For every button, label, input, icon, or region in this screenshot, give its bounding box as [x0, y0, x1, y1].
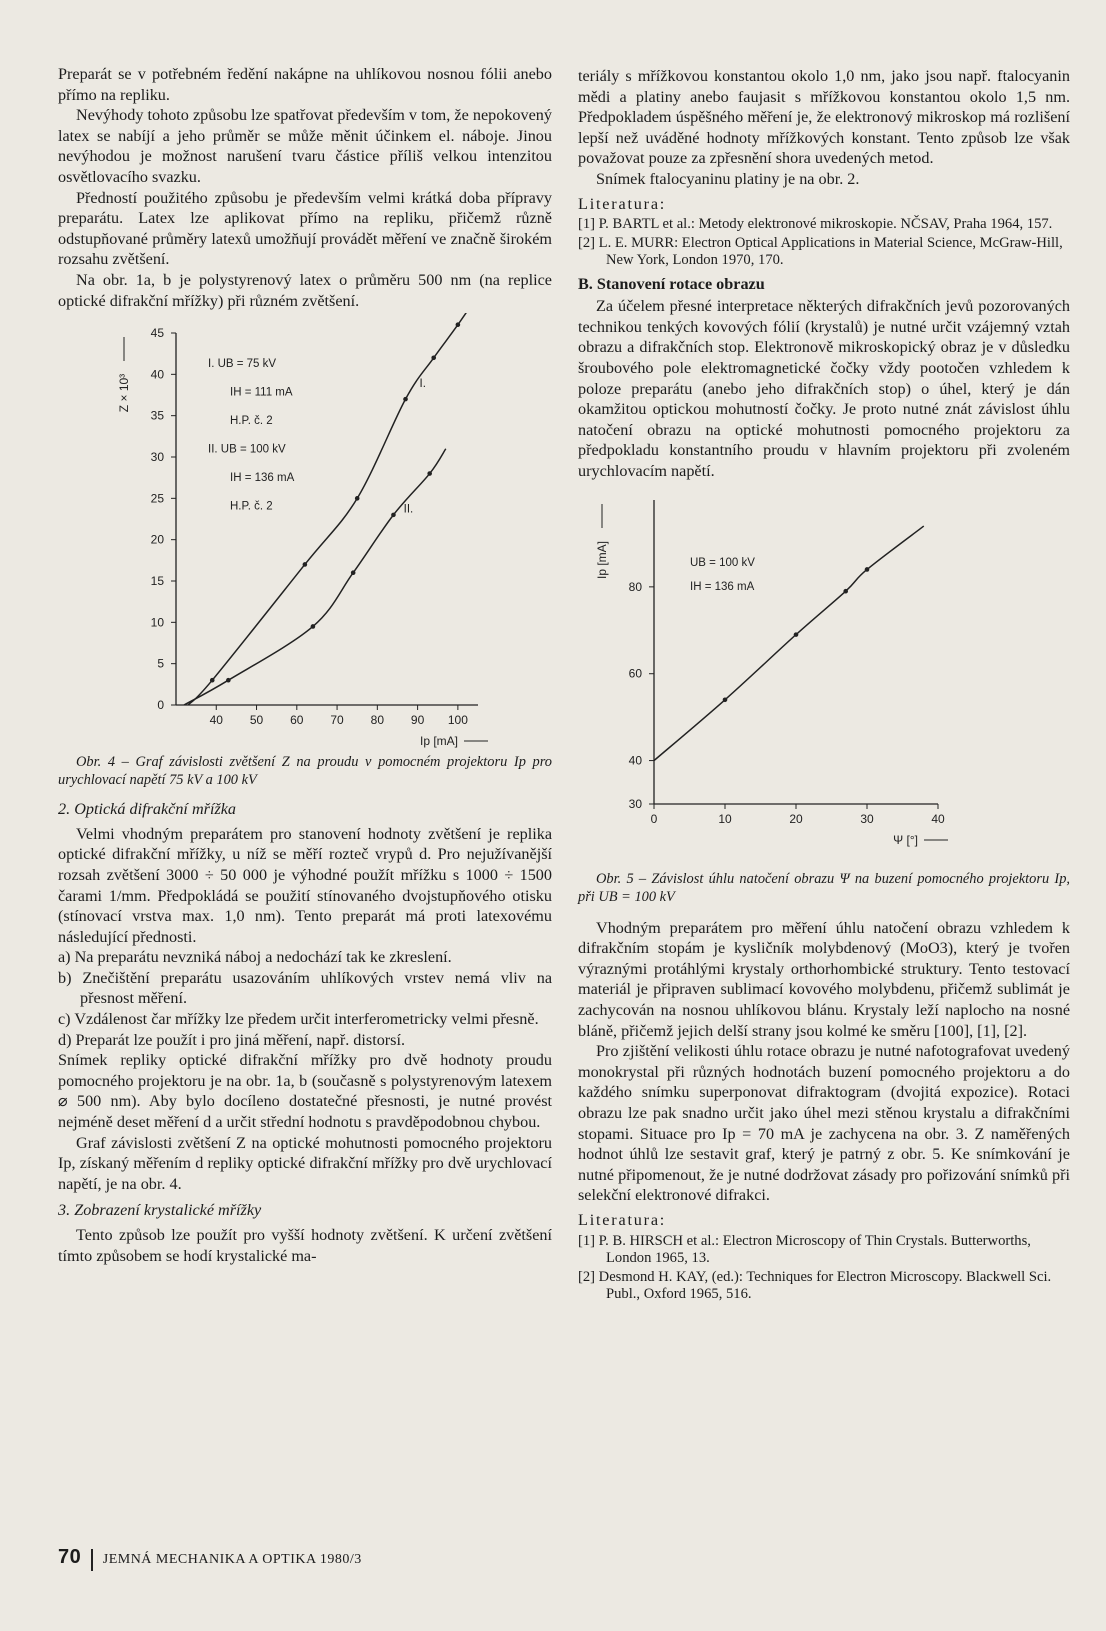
y-tick-label: 60: [628, 666, 642, 681]
paragraph: teriály s mřížkovou konstantou okolo 1,0 nm, jako jsou např. ftalocyanin mědi a platiny anebo faujasit s mřížkovou konstantou okolo 1,5 nm. Předpokladem úspěšného měření je, že elektronový mikroskop má rozlišení lepší než uváděné hodnoty mřížkových konstant. Tento způsob lze však považovat pouze za zpřesnění shora uvedených metod.: [578, 67, 1070, 168]
literature-label: Literatura:: [578, 1210, 667, 1229]
left-column: [58, 64, 552, 1266]
data-point: [431, 356, 436, 361]
x-tick-label: 70: [330, 713, 344, 728]
data-point: [226, 678, 231, 683]
y-tick-label: 35: [150, 408, 164, 423]
x-tick-label: 50: [249, 713, 264, 728]
paragraph: Velmi vhodným preparátem pro stanovení hodnoty zvětšení je replika optické difrakční mřížky, u níž se měří rozteč vrypů d. Pro nejužívanější rozsah zvětšení 3000 ÷ 50 000 je výhodné použít mřížku s 1000 ÷ 1500 čarami 1/mm. Předpokládá se použití stínovaného dvojstupňového otisku (stínovací vrstva max. 1,0 nm). Tento preparát má proti latexovému následující přednosti.: [58, 824, 552, 946]
y-tick-label: 25: [150, 491, 164, 506]
paragraph: Preparát se v potřebném ředění nakápne na uhlíkovou nosnou fólii anebo přímo na repliku.: [58, 65, 552, 104]
reference: [2] L. E. MURR: Electron Optical Applications in Material Science, McGraw-Hill, New York, London 1970, 170.: [578, 234, 1063, 269]
figure-5-caption: Obr. 5 – Závislost úhlu natočení obrazu Ψ na buzení pomocného projektoru Ip, při UB = 100 kV: [578, 870, 1070, 905]
data-point: [403, 397, 408, 402]
footer-divider: [91, 1549, 93, 1571]
data-point: [355, 496, 360, 501]
figure-4-caption: Obr. 4 – Graf závislosti zvětšení Z na proudu v pomocném projektoru Ip pro urychlovací napětí 75 kV a 100 kV: [58, 754, 552, 789]
paragraph: Na obr. 1a, b je polystyrenový latex o průměru 500 nm (na replice optické difrakční mřížky) při různém zvětšení.: [58, 270, 552, 310]
legend-entry: H.P. č. 2: [230, 415, 273, 428]
paragraph: Pro zjištění velikosti úhlu rotace obrazu je nutné nafotografovat uvedený monokrystal při různých hodnotách buzení pomocného projektoru a do každého snímku superponovat difraktogram (dvojitá expozice). Rotaci obrazu lze pak snadno určit jako úhel mezi stěnou krystalu a difrakčními stopami. Situace pro Ip = 70 mA je zachycena na obr. 3. Z naměřených hodnot úhlů lze sestavit graf, který je patrný z obr. 5. Ke snímkování je nutné připomenout, že je nutné dodržovat zásady pro pořizování snímků při selekční elektronové difrakci.: [578, 1042, 1070, 1205]
y-tick-label: 0: [157, 698, 164, 713]
legend-entry: IH = 136 mA: [230, 472, 295, 485]
data-point: [303, 562, 308, 567]
paragraph: Graf závislosti zvětšení Z na optické mohutnosti pomocného projektoru Ip, získaný měřením d repliky optické difrakční mřížky pro dvě urychlovací napětí, je na obr. 4.: [58, 1133, 552, 1193]
section-3-title: 3. Zobrazení krystalické mřížky: [58, 1201, 262, 1220]
section-2-title: 2. Optická difrakční mřížka: [58, 800, 237, 819]
x-tick-label: 90: [410, 713, 425, 728]
list-item: c) Vzdálenost čar mřížky lze předem určit interferometricky velmi přesně.: [58, 1010, 539, 1029]
data-point: [351, 571, 356, 576]
reference: [1] P. B. HIRSCH et al.: Electron Microscopy of Thin Crystals. Butterworths, London 1965, 13.: [578, 1232, 1031, 1266]
x-tick-label: 10: [718, 811, 732, 826]
paragraph: Vhodným preparátem pro měření úhlu natočení obrazu vzhledem k difrakčním stopám je kysličník molybdenový (MoO3), který je tvořen výraznými protáhlými krystaly orthorhombické struktury. Tento testovací materiál je připraven sublimací kovového molybdenu, přičemž sublimát je zachycován na nosnou uhlíkovou blánu. Krystaly leží naplocho na nosné bláně, přičemž jejich delší strany jsou kolmé ke směru [100], [1], [2].: [578, 918, 1070, 1040]
data-point: [843, 588, 848, 593]
x-tick-label: 0: [650, 811, 658, 826]
y-tick-label: 30: [628, 796, 642, 811]
section-b-title: B. Stanovení rotace obrazu: [578, 274, 765, 293]
data-point: [311, 624, 316, 629]
y-tick-label: 45: [150, 326, 164, 341]
paragraph: Za účelem přesné interpretace některých difrakčních jevů pozorovaných technikou tenkých kovových fólií (krystalů) je nutné určit vzájemný vztah obrazu a difrakčních stop. Elektronově mikroskopický obraz je v důsledku šroubového pole elektromagnetické čočky vždy pootočen vzhledem k poloze preparátu (anebo jeho difrakčních stop) o úhel, který je dán okamžitou optickou mohutností čočky. Je proto nutné znát závislost úhlu natočení obrazu na optické mohutnosti pomocného projektoru za předpokladu konstantního proudu v hlavním projektoru při zvoleném urychlovacím napětí.: [578, 297, 1070, 480]
reference: [2] Desmond H. KAY, (ed.): Techniques for Electron Microscopy. Blackwell Sci. Publ., Oxford 1965, 516.: [578, 1268, 1052, 1302]
list-item: d) Preparát lze použít i pro jiná měření, např. distorsí.: [58, 1030, 406, 1049]
x-tick-label: 20: [789, 811, 803, 826]
y-tick-label: 40: [628, 753, 642, 768]
paragraph: Nevýhody tohoto způsobu lze spatřovat především v tom, že nepokovený latex se nabíjí a jeho průměr se může měnit účinkem el. náboje. Jinou nevýhodou je možnost narušení tvaru částice příliš velkou intenzitou osvětlovacího svazku.: [58, 106, 552, 186]
y-tick-label: 80: [628, 579, 642, 594]
y-tick-label: 30: [150, 450, 164, 465]
x-tick-label: 40: [209, 713, 223, 728]
paragraph: Snímek ftalocyaninu platiny je na obr. 2.: [596, 169, 860, 188]
x-tick-label: 80: [370, 713, 385, 728]
figure-4-chart: [58, 313, 552, 753]
y-tick-label: 40: [150, 367, 164, 382]
x-tick-label: 60: [290, 713, 304, 728]
series-label: II.: [403, 503, 414, 516]
x-axis-label: Ψ [°]: [893, 832, 918, 847]
legend-entry: I. UB = 75 kV: [208, 358, 277, 371]
legend-entry: UB = 100 kV: [690, 556, 755, 569]
page-number: 70: [58, 1546, 82, 1568]
list-item: a) Na preparátu nevzniká náboj a nedochází tak ke zkreslení.: [58, 948, 452, 967]
x-tick-label: 30: [860, 811, 874, 826]
right-column: [578, 66, 1070, 1305]
journal-name: JEMNÁ MECHANIKA A OPTIKA 1980/3: [102, 1552, 362, 1567]
data-point: [210, 678, 215, 683]
y-axis-label: Ip [mA]: [595, 540, 609, 579]
data-point: [456, 323, 461, 328]
x-tick-label: 40: [931, 811, 945, 826]
literature-label: Literatura:: [578, 194, 667, 213]
legend-entry: IH = 136 mA: [690, 580, 755, 593]
series-label: I.: [419, 378, 426, 391]
y-tick-label: 10: [150, 615, 164, 630]
data-point: [865, 567, 870, 572]
reference: [1] P. BARTL et al.: Metody elektronové mikroskopie. NČSAV, Praha 1964, 157.: [578, 216, 1053, 233]
x-tick-label: 100: [447, 713, 468, 728]
list-item: b) Znečištění preparátu usazováním uhlíkových vrstev nemá vliv na přesnost měření.: [58, 968, 552, 1008]
page-footer: [58, 1546, 362, 1571]
data-point: [427, 471, 432, 476]
x-axis-label: Ip [mA]: [419, 734, 458, 749]
data-point: [391, 513, 396, 518]
y-tick-label: 15: [150, 574, 164, 589]
legend-entry: II. UB = 100 kV: [208, 443, 286, 456]
y-tick-label: 5: [157, 656, 164, 671]
data-point: [794, 632, 799, 637]
figure-5-chart: [578, 486, 1070, 870]
legend-entry: H.P. č. 2: [230, 500, 273, 513]
paragraph: Tento způsob lze použít pro vyšší hodnoty zvětšení. K určení zvětšení tímto způsobem se hodí krystalické ma-: [58, 1226, 552, 1265]
y-axis-label: Z × 10³: [117, 373, 131, 413]
y-tick-label: 20: [150, 532, 164, 547]
paragraph: Předností použitého způsobu je především velmi krátká doba přípravy preparátu. Latex lze aplikovat přímo na repliku, přičemž různě odstupňované průměry latexů umožňují provádět měření ve značně širokém rozsahu zvětšení.: [58, 188, 552, 269]
legend-entry: IH = 111 mA: [230, 386, 293, 399]
data-point: [723, 697, 728, 702]
paragraph: Snímek repliky optické difrakční mřížky pro dvě hodnoty proudu pomocného projektoru je na obr. 1a, b (současně s polystyrenovým latexem ⌀ 500 nm). Aby bylo docíleno dostatečné přesnosti, je nutné provést nejméně deset měření d a určit střední hodnotu s pravděpodobnou chybou.: [58, 1051, 552, 1132]
